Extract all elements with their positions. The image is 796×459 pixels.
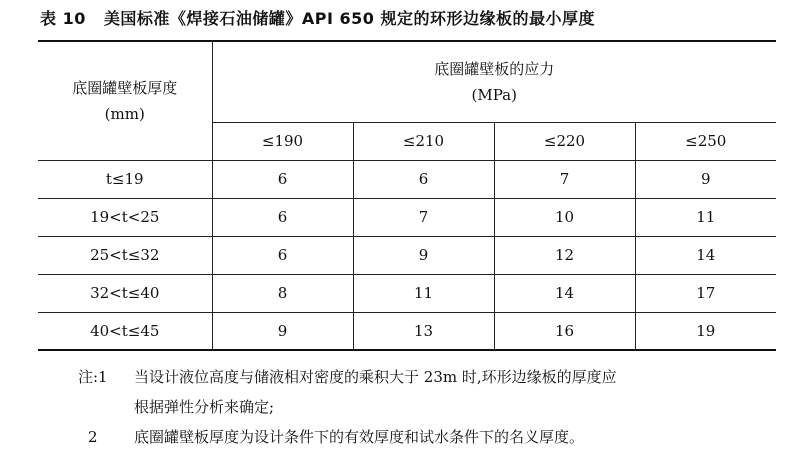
table-row: [38, 236, 776, 274]
stress-column-header: ≤220: [494, 122, 635, 160]
thickness-range-cell: 40<t≤45: [38, 312, 212, 350]
row-header-unit: (mm): [104, 104, 145, 123]
thickness-range-cell: 32<t≤40: [38, 274, 212, 312]
thickness-value-cell: 11: [635, 198, 776, 236]
thickness-range-cell: t≤19: [38, 160, 212, 198]
thickness-value-cell: 9: [635, 160, 776, 198]
thickness-value-cell: 14: [494, 274, 635, 312]
thickness-value-cell: 6: [212, 236, 353, 274]
row-header-label: 底圈罐壁板厚度: [72, 78, 178, 97]
thickness-value-cell: 13: [353, 312, 494, 350]
thickness-value-cell: 7: [353, 198, 494, 236]
thickness-value-cell: 11: [353, 274, 494, 312]
thickness-value-cell: 16: [494, 312, 635, 350]
thickness-table: [38, 40, 776, 351]
stress-header-cell: [212, 41, 776, 122]
note-1: [78, 362, 617, 392]
row-header-cell: [38, 41, 212, 160]
note-2-label: 2: [88, 428, 98, 446]
thickness-value-cell: 6: [353, 160, 494, 198]
thickness-value-cell: 8: [212, 274, 353, 312]
thickness-value-cell: 6: [212, 198, 353, 236]
note-1-label: 注:1: [78, 368, 108, 386]
stress-header-unit: (MPa): [471, 85, 517, 104]
thickness-value-cell: 9: [353, 236, 494, 274]
table-notes: [78, 362, 617, 452]
thickness-value-cell: 7: [494, 160, 635, 198]
note-1-text: 当设计液位高度与储液相对密度的乘积大于 23m 时,环形边缘板的厚度应: [134, 368, 617, 386]
table-row: [38, 198, 776, 236]
thickness-value-cell: 10: [494, 198, 635, 236]
stress-column-header: ≤190: [212, 122, 353, 160]
table-row: [38, 312, 776, 350]
thickness-value-cell: 6: [212, 160, 353, 198]
thickness-value-cell: 9: [212, 312, 353, 350]
stress-column-header: ≤210: [353, 122, 494, 160]
thickness-value-cell: 14: [635, 236, 776, 274]
note-2-text: 底圈罐壁板厚度为设计条件下的有效厚度和试水条件下的名义厚度。: [134, 428, 585, 446]
thickness-range-cell: 25<t≤32: [38, 236, 212, 274]
table-row: [38, 274, 776, 312]
stress-header-label: 底圈罐壁板的应力: [434, 59, 555, 78]
note-1-continuation: 根据弹性分析来确定;: [134, 398, 275, 416]
thickness-value-cell: 19: [635, 312, 776, 350]
thickness-value-cell: 12: [494, 236, 635, 274]
note-2: [78, 422, 617, 452]
thickness-range-cell: 19<t<25: [38, 198, 212, 236]
table-title: [40, 6, 595, 29]
table-number: 表 10: [40, 9, 86, 28]
stress-column-header: ≤250: [635, 122, 776, 160]
table-caption: 美国标准《焊接石油储罐》API 650 规定的环形边缘板的最小厚度: [103, 9, 595, 28]
thickness-value-cell: 17: [635, 274, 776, 312]
table-row: [38, 160, 776, 198]
